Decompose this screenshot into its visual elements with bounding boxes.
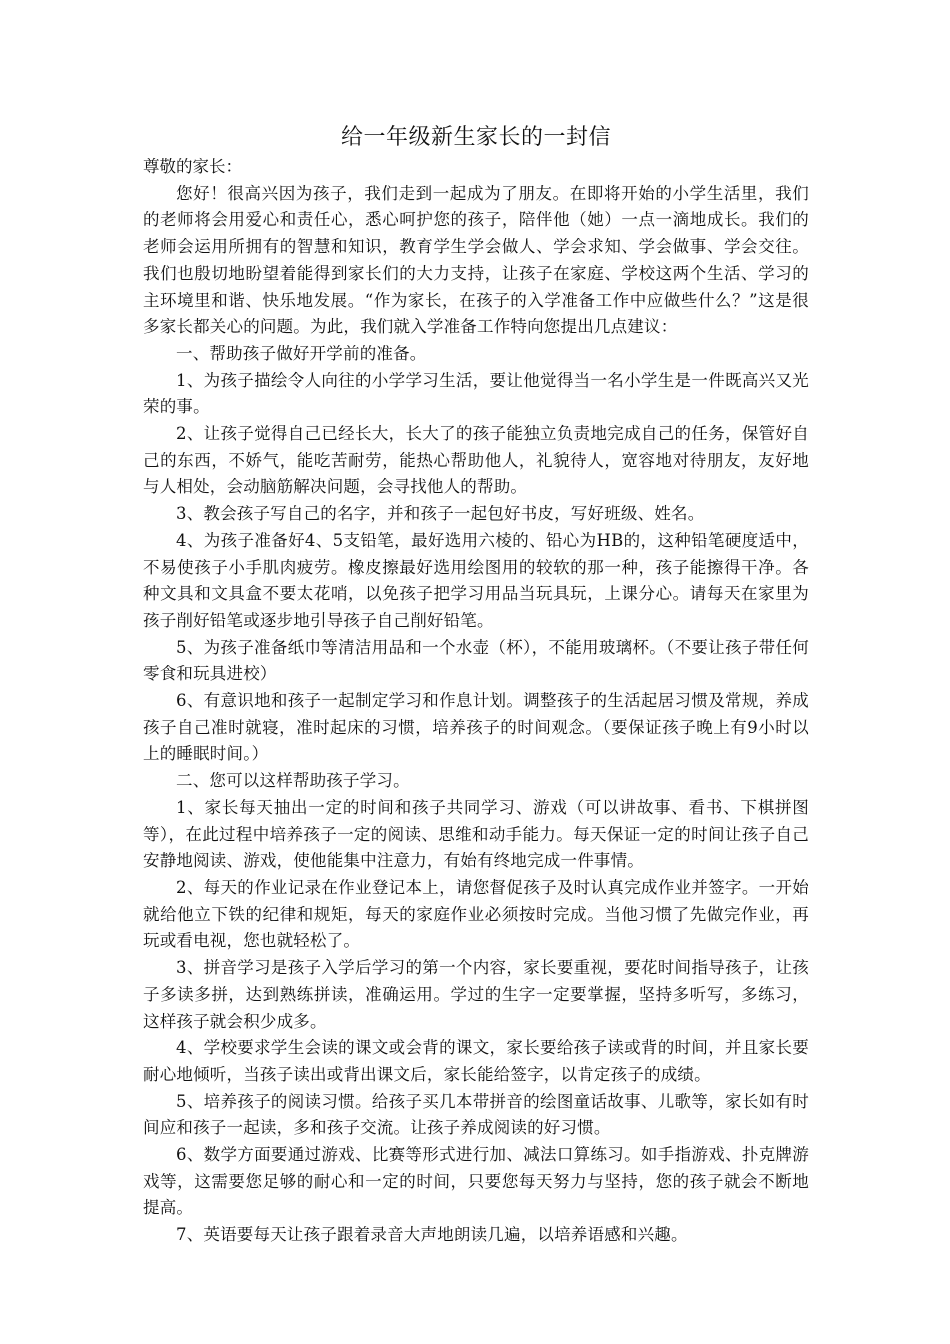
letter-title: 给一年级新生家长的一封信	[340, 125, 611, 150]
section2-item: 7、英语要每天让孩子跟着录音大声地朗读几遍，以培养语感和兴趣。	[176, 1225, 688, 1245]
section1-item: 4、为孩子准备好4、5支铅笔，最好选用六棱的、铅心为HB的，这种铅笔硬度适中，不易使孩子小手肌肉疲劳。橡皮擦最好选用绘图用的较软的那一种，孩子能擦得干净。各种文具和文具盒不要太花哨，以免孩子把学习用品当玩具玩，上课分心。请每天在家里为孩子削好铅笔或逐步地引导孩子自己削好铅笔。	[143, 530, 809, 630]
section2-item: 2、每天的作业记录在作业登记本上，请您督促孩子及时认真完成作业并签字。一开始就给他立下铁的纪律和规矩，每天的家庭作业必须按时完成。当他习惯了先做完作业，再玩或看电视，您也就轻松了。	[143, 877, 809, 951]
intro-paragraph: 您好！很高兴因为孩子，我们走到一起成为了朋友。在即将开始的小学生活里，我们的老师将会用爱心和责任心，悉心呵护您的孩子，陪伴他（她）一点一滴地成长。我们的老师会运用所拥有的智慧和知识，教育学生学会做人、学会求知、学会做事、学会交往。我们也殷切地盼望着能得到家长们的大力支持，让孩子在家庭、学校这两个生活、学习的主环境里和谐、快乐地发展。“作为家长，在孩子的入学准备工作中应做些什么？”这是很多家长都关心的问题。为此，我们就入学准备工作特向您提出几点建议：	[143, 183, 809, 337]
section1-item: 1、为孩子描绘令人向往的小学学习生活，要让他觉得当一名小学生是一件既高兴又光荣的事。	[143, 370, 809, 417]
section2-item: 3、拼音学习是孩子入学后学习的第一个内容，家长要重视，要花时间指导孩子，让孩子多读多拼，达到熟练拼读，准确运用。学过的生字一定要掌握，坚持多听写，多练习，这样孩子就会积少成多。	[143, 958, 809, 1031]
section1-item: 2、让孩子觉得自己已经长大，长大了的孩子能独立负责地完成自己的任务，保管好自己的东西，不娇气，能吃苦耐劳，能热心帮助他人，礼貌待人，宽容地对待朋友，友好地与人相处，会动脑筋解决问题，会寻找他人的帮助。	[143, 424, 809, 497]
section2-item: 5、培养孩子的阅读习惯。给孩子买几本带拼音的绘图童话故事、儿歌等，家长如有时间应和孩子一起读，多和孩子交流。让孩子养成阅读的好习惯。	[143, 1091, 809, 1138]
letter-page	[143, 122, 809, 1249]
section1-heading: 一、帮助孩子做好开学前的准备。	[176, 343, 427, 363]
section1-item: 5、为孩子准备纸巾等清洁用品和一个水壶（杯），不能用玻璃杯。（不要让孩子带任何零食和玩具进校）	[143, 637, 809, 684]
section2-item: 6、数学方面要通过游戏、比赛等形式进行加、减法口算练习。如手指游戏、扑克牌游戏等，这需要您足够的耐心和一定的时间，只要您每天努力与坚持，您的孩子就会不断地提高。	[143, 1145, 809, 1218]
section2-item: 1、家长每天抽出一定的时间和孩子共同学习、游戏（可以讲故事、看书、下棋拼图等），在此过程中培养孩子一定的阅读、思维和动手能力。每天保证一定的时间让孩子自己安静地阅读、游戏，使他能集中注意力，有始有终地完成一件事情。	[143, 797, 809, 871]
section2-heading: 二、您可以这样帮助孩子学习。	[176, 771, 410, 791]
section1-item: 6、有意识地和孩子一起制定学习和作息计划。调整孩子的生活起居习惯及常规，养成孩子自己准时就寝，准时起床的习惯，培养孩子的时间观念。（要保证孩子晚上有9小时以上的睡眠时间。）	[143, 691, 809, 764]
section2-item: 4、学校要求学生会读的课文或会背的课文，家长要给孩子读或背的时间，并且家长要耐心地倾听，当孩子读出或背出课文后，家长能给签字，以肯定孩子的成绩。	[143, 1038, 809, 1084]
section1-item: 3、教会孩子写自己的名字，并和孩子一起包好书皮，写好班级、姓名。	[176, 504, 705, 524]
salutation: 尊敬的家长：	[143, 157, 242, 176]
